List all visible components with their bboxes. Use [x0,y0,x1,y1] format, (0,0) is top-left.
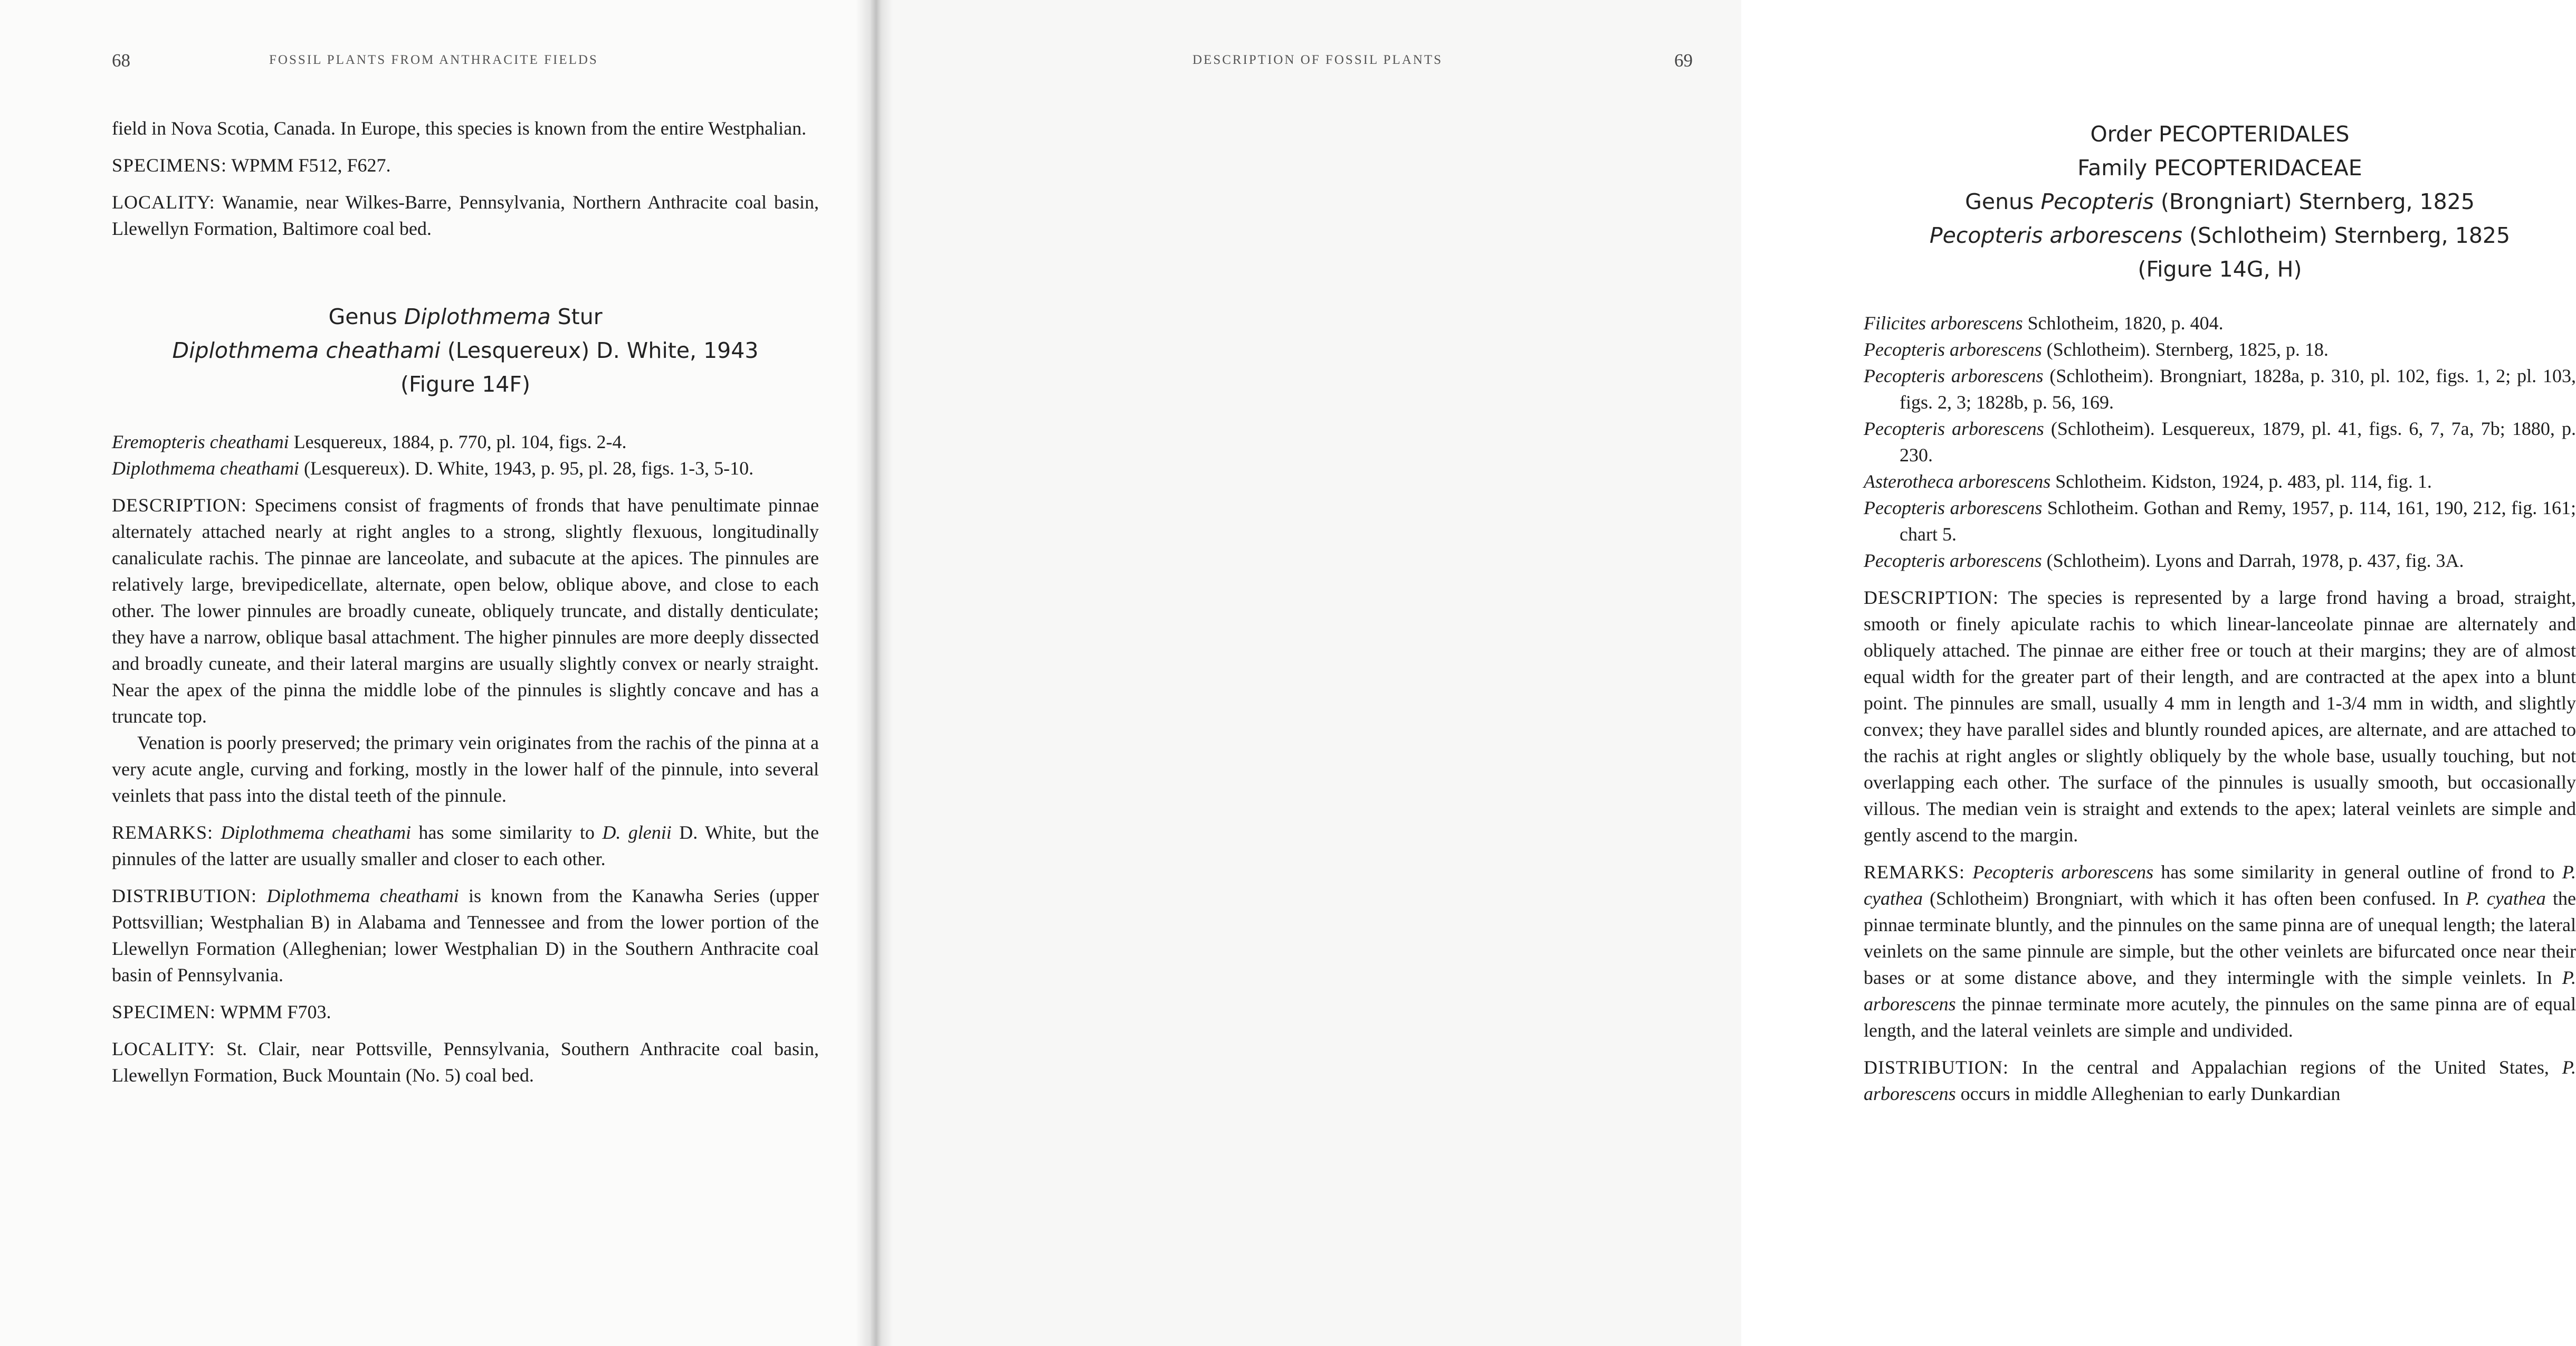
genus-author: Stur [550,304,603,329]
synonymy-entry [1864,495,2576,547]
genus-name: Pecopteris [2040,189,2154,214]
section-label: DESCRIPTION: [1864,587,1999,608]
synonymy-list [1864,310,2576,574]
section-label: REMARKS: [1864,861,1966,883]
synonymy-entry [1864,415,2576,468]
section-text: St. Clair, near Pottsville, Pennsylvania, Southern Anthracite coal basin, Llewellyn Formation, Buck Mountain (No. 5) coal bed. [112,1038,819,1086]
synonymy-entry [1864,336,2576,363]
species-author: (Schlotheim) Sternberg, 1825 [2182,223,2511,248]
synonym-name: Pecopteris arborescens [1864,365,2044,386]
section-text: WPMM F512, F627. [231,155,391,176]
distribution-paragraph [1864,1054,2576,1107]
remarks-paragraph [1864,859,2576,1044]
species-name: Diplothmema cheathami [172,338,441,363]
synonymy-entry [1864,363,2576,415]
specimens-paragraph [112,152,819,178]
section-label: DISTRIBUTION: [1864,1057,2009,1078]
locality-paragraph [112,1036,819,1088]
section-text: has some similarity in general outline of frond to [2153,861,2562,883]
section-label: LOCALITY: [112,1038,215,1059]
synonymy-entry [112,429,819,455]
section-text: Wanamie, near Wilkes-Barre, Pennsylvania, Northern Anthracite coal basin, Llewellyn Formation, Baltimore coal bed. [112,192,819,239]
distribution-paragraph [112,883,819,988]
taxon-name: Pecopteris arborescens [1972,861,2154,883]
synonym-citation: (Schlotheim). Sternberg, 1825, p. 18. [2041,339,2329,360]
taxon-name: Diplothmema cheathami [266,885,459,906]
genus-author: (Brongniart) Sternberg, 1825 [2153,189,2475,214]
page-number: 69 [1674,50,1693,71]
synonym-name: Asterotheca arborescens [1864,471,2051,492]
synonym-name: Pecopteris arborescens [1864,418,2044,439]
taxon-heading [112,300,819,401]
section-label: DISTRIBUTION: [112,885,257,906]
left-page [0,0,871,1346]
synonym-citation: (Schlotheim). Lesquereux, 1879, pl. 41, figs. 6, 7, 7a, 7b; 1880, p. 230. [1900,418,2576,466]
section-text: the pinnae terminate more acutely, the pinnules on the same pinna are of equal length, and the lateral veinlets are simple and undivided. [1864,993,2576,1041]
taxon-name: D. glenii [602,822,672,843]
description-paragraph [1864,584,2576,848]
synonymy-entry [1864,468,2576,495]
synonym-citation: (Lesquereux). D. White, 1943, p. 95, pl. 28, figs. 1-3, 5-10. [299,458,754,479]
genus-prefix: Genus [1965,189,2041,214]
remarks-paragraph [112,819,819,872]
family-heading: Family PECOPTERIDACEAE [2077,155,2362,181]
synonym-citation: Schlotheim. Gothan and Remy, 1957, p. 114, 161, 190, 212, fig. 161; chart 5. [1900,497,2576,545]
synonym-name: Eremopteris cheathami [112,431,289,452]
left-page-body [112,115,819,1099]
section-label: DESCRIPTION: [112,495,247,516]
taxon-name: P. arborescens [1864,1057,2576,1104]
locality-paragraph [112,189,819,242]
figure-reference: (Figure 14F) [400,372,530,397]
section-text: has some similarity to [411,822,603,843]
section-label: LOCALITY: [112,192,215,213]
right-page-body [1864,117,2576,1117]
taxon-name: P. cyathea [2466,888,2546,909]
section-text: (Schlotheim) Brongniart, with which it has often been confused. In [1922,888,2466,909]
section-text: WPMM F703. [220,1001,331,1022]
taxon-name: P. cyathea [1864,861,2576,909]
synonym-name: Diplothmema cheathami [112,458,299,479]
synonym-name: Pecopteris arborescens [1864,550,2042,571]
synonym-citation: Schlotheim. Kidston, 1924, p. 483, pl. 114, fig. 1. [2050,471,2432,492]
venation-paragraph: Venation is poorly preserved; the primary vein originates from the rachis of the pinna at a very acute angle, curving and forking, mostly in the lower half of the pinnule, into several veinlets that pass into the distal teeth of the pinnule. [112,732,819,806]
genus-heading [1864,185,2576,219]
section-label: SPECIMENS: [112,155,227,176]
description-paragraph [112,492,819,729]
species-heading [112,334,819,367]
species-author: (Lesquereux) D. White, 1943 [440,338,759,363]
genus-name: Diplothmema [404,304,551,329]
section-text: the pinnae terminate bluntly, and the pinnules on the same pinna are of unequal length; the lateral veinlets on the same pinnule are simple, but the other veinlets are bifurcated once near their bases or at some distance above, and they intermingle with the simple veinlets. In [1864,888,2576,988]
section-text: The species is represented by a large frond having a broad, straight, smooth or finely apiculate rachis to which linear-lanceolate pinnae are alternately and obliquely attached. The pinnae are either free or touch at their margins; they are of almost equal width for the greater part of their length, and are contracted at the apex into a blunt point. The pinnules are small, usually 4 mm in length and 1-3/4 mm in width, and slightly convex; they have parallel sides and bluntly rounded apices, are alternate, and are attached to the rachis at right angles or slightly obliquely by the whole base, usually touching, but not overlapping each other. The surface of the pinnules is usually smooth, but occasionally villous. The median vein is straight and extends to the apex; lateral veinlets are simple and gently ascend to the margin. [1864,587,2576,846]
taxon-name: P. arborescens [1864,967,2576,1015]
running-head: FOSSIL PLANTS FROM ANTHRACITE FIELDS [269,53,598,67]
synonym-citation: (Schlotheim). Lyons and Darrah, 1978, p. 437, fig. 3A. [2041,550,2464,571]
species-heading [1864,219,2576,252]
right-page [871,0,2576,1346]
synonym-citation: Lesquereux, 1884, p. 770, pl. 104, figs. 2-4. [289,431,627,452]
section-text: Specimens consist of fragments of fronds that have penultimate pinnae alternately attached nearly at right angles to a strong, slightly flexuous, longitudinally canaliculate rachis. The pinnae are lanceolate, and subacute at the apices. The pinnules are relatively large, brevipedicellate, alternate, open below, oblique above, and close to each other. The lower pinnules are broadly cuneate, obliquely truncate, and distally denticulate; they have a narrow, oblique basal attachment. The higher pinnules are more deeply dissected and broadly cuneate, and their lateral margins are usually slightly convex or nearly straight. Near the apex of the pinna the middle lobe of the pinnules is slightly concave and has a truncate top. [112,495,819,727]
specimen-paragraph [112,999,819,1025]
synonymy-list [112,429,819,481]
section-label: REMARKS: [112,822,214,843]
section-text: occurs in middle Alleghenian to early Dunkardian [1955,1083,2341,1104]
synonym-name: Pecopteris arborescens [1864,497,2043,518]
synonymy-entry [112,455,819,481]
section-text: In the central and Appalachian regions of the United States, [2021,1057,2562,1078]
section-label: SPECIMEN: [112,1001,216,1022]
genus-prefix: Genus [328,304,404,329]
page-number: 68 [112,50,130,71]
synonym-name: Pecopteris arborescens [1864,339,2042,360]
synonymy-entry [1864,310,2576,336]
taxon-name: Diplothmema cheathami [221,822,411,843]
synonym-name: Filicites arborescens [1864,312,2023,334]
synonym-citation: (Schlotheim). Brongniart, 1828a, p. 310, pl. 102, figs. 1, 2; pl. 103, figs. 2, 3; 1828b, p. 56, 169. [1900,365,2576,413]
genus-heading [112,300,819,334]
order-heading: Order PECOPTERIDALES [2090,121,2350,147]
section-text: is known from the Kanawha Series (upper Pottsvillian; Westphalian B) in Alabama and Tennessee and from the lower portion of the Llewellyn Formation (Alleghenian; lower Westphalian D) in the Southern Anthracite coal basin of Pennsylvania. [112,885,819,985]
section-text: D. White, but the pinnules of the latter are usually smaller and closer to each other. [112,822,819,869]
species-name: Pecopteris arborescens [1929,223,2183,248]
synonym-citation: Schlotheim, 1820, p. 404. [2022,312,2224,334]
running-head: DESCRIPTION OF FOSSIL PLANTS [1192,53,1443,67]
intro-paragraph: field in Nova Scotia, Canada. In Europe, this species is known from the entire Westphalian. [112,118,807,139]
figure-reference: (Figure 14G, H) [2138,257,2302,282]
synonymy-entry [1864,547,2576,574]
taxon-heading [1864,117,2576,286]
